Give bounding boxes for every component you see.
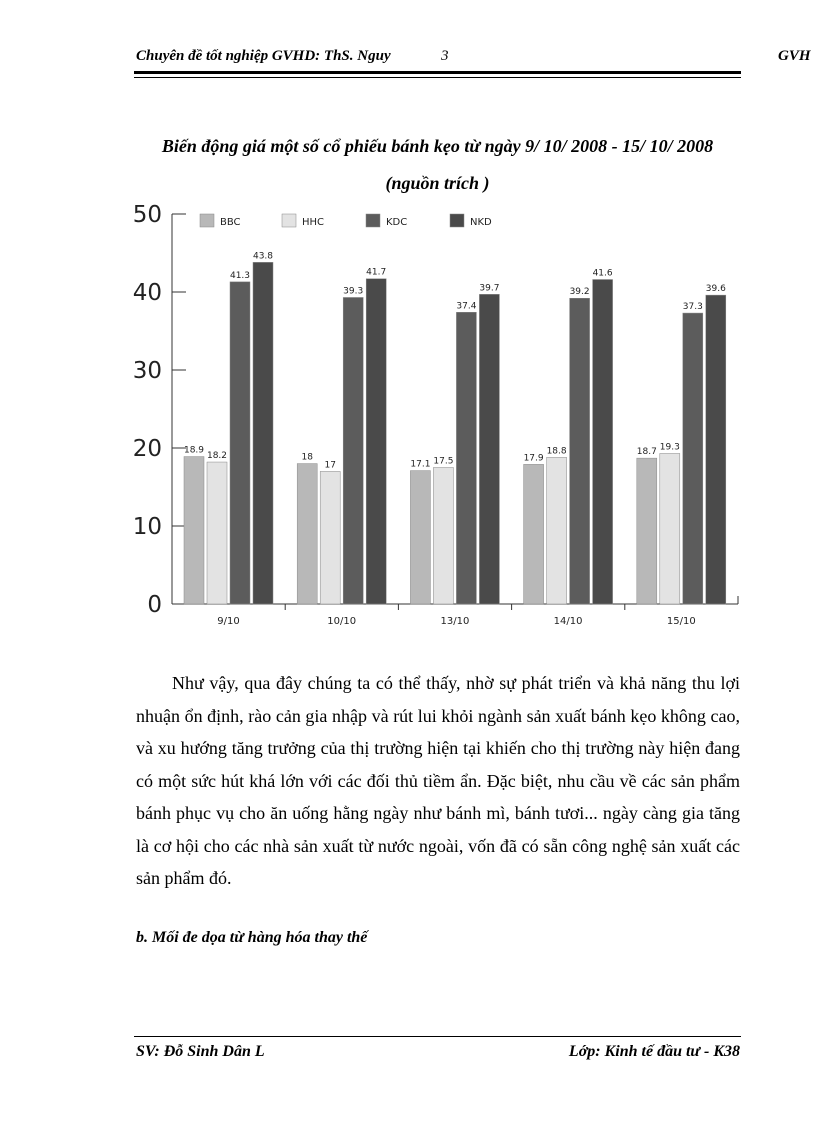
- header-rule-thick: [134, 71, 741, 74]
- footer-class: Lớp: Kinh tế đầu tư - K38: [568, 1043, 740, 1060]
- bar-bbc: [184, 457, 204, 604]
- data-label: 37.3: [682, 302, 703, 313]
- bar-nkd: [253, 262, 273, 604]
- y-tick-label: 20: [132, 436, 162, 462]
- bar-hhc: [433, 468, 453, 605]
- bar-kdc: [456, 312, 476, 604]
- footer-student: SV: Đỗ Sinh Dân L: [136, 1043, 265, 1060]
- legend-swatch-nkd: [450, 214, 464, 227]
- data-label: 17.1: [410, 459, 431, 470]
- chart-title: Biến động giá một số cổ phiếu bánh kẹo từ ngày 9/ 10/ 2008 - 15/ 10/ 2008 (nguồn trích ): [161, 136, 714, 193]
- data-label: 39.6: [705, 284, 726, 295]
- x-tick-label: 10/10: [327, 616, 357, 627]
- bar-nkd: [479, 294, 499, 604]
- bar-kdc: [683, 313, 703, 604]
- header-right: GVH: [778, 48, 811, 64]
- data-label: 39.3: [343, 286, 364, 297]
- data-label: 18: [301, 452, 313, 463]
- data-label: 19.3: [659, 442, 680, 453]
- x-tick-label: 13/10: [440, 616, 470, 627]
- legend-swatch-hhc: [282, 214, 296, 227]
- x-tick-label: 15/10: [666, 616, 696, 627]
- data-label: 17.9: [523, 453, 544, 464]
- bar-kdc: [230, 282, 250, 604]
- data-label: 43.8: [252, 251, 274, 262]
- y-tick-label: 50: [132, 202, 162, 228]
- bar-bbc: [637, 458, 657, 604]
- bar-hhc: [660, 453, 680, 604]
- data-label: 41.3: [229, 270, 251, 281]
- legend-label-kdc: KDC: [386, 217, 408, 228]
- legend-label-hhc: HHC: [302, 217, 325, 228]
- x-tick-label: 9/10: [217, 616, 240, 627]
- header-left: Chuyên đề tốt nghiệp GVHD: ThS. Nguy: [136, 48, 391, 64]
- data-label: 39.7: [479, 283, 500, 294]
- data-label: 18.7: [636, 447, 657, 458]
- data-label: 39.2: [569, 287, 590, 298]
- bar-bbc: [524, 464, 544, 604]
- data-label: 18.9: [183, 445, 205, 456]
- legend-swatch-bbc: [200, 214, 214, 227]
- data-label: 17.5: [433, 456, 454, 467]
- data-label: 41.6: [592, 268, 613, 279]
- legend-label-nkd: NKD: [470, 217, 492, 228]
- y-tick-label: 30: [132, 358, 162, 384]
- x-tick-label: 14/10: [553, 616, 583, 627]
- data-label: 37.4: [456, 301, 477, 312]
- data-label: 41.7: [366, 267, 387, 278]
- legend-swatch-kdc: [366, 214, 380, 227]
- body-paragraph: Như vậy, qua đây chúng ta có thể thấy, nhờ sự phát triển và khả năng thu lợi nhuận ổn định, rào cản gia nhập và rút lui khỏi ngành sản xuất bánh kẹo không cao, và xu hướng tăng trưởng của thị trường hiện tại khiến cho thị trường này hiện đang có một sức hút khá lớn với các đối thủ tiềm ẩn. Đặc biệt, nhu cầu về các sản phẩm bánh phục vụ cho ăn uống hằng ngày như bánh mì, bánh tươi... ngày càng gia tăng là cơ hội cho các nhà sản xuất từ nước ngoài, vốn đã có sẵn công nghệ sản xuất các sản phẩm đó.: [136, 673, 740, 888]
- bar-bbc: [297, 464, 317, 604]
- y-tick-label: 0: [147, 592, 162, 618]
- section-heading: b. Mối đe dọa từ hàng hóa thay thế: [136, 929, 368, 946]
- bar-nkd: [706, 295, 726, 604]
- bar-bbc: [410, 471, 430, 604]
- bar-kdc: [570, 298, 590, 604]
- data-label: 17: [324, 460, 336, 471]
- y-tick-label: 40: [132, 280, 162, 306]
- bar-kdc: [343, 297, 363, 604]
- y-tick-label: 10: [132, 514, 162, 540]
- data-label: 18.8: [546, 446, 567, 457]
- bar-nkd: [593, 280, 613, 604]
- legend-label-bbc: BBC: [220, 217, 241, 228]
- bar-nkd: [366, 279, 386, 604]
- header-rule-thin: [134, 77, 741, 78]
- bar-hhc: [547, 457, 567, 604]
- bar-hhc: [207, 462, 227, 604]
- header-page-number: 3: [441, 48, 449, 64]
- data-label: 18.2: [206, 451, 228, 462]
- bar-hhc: [320, 471, 340, 604]
- bar-chart: [120, 198, 750, 633]
- footer-rule: [134, 1036, 741, 1037]
